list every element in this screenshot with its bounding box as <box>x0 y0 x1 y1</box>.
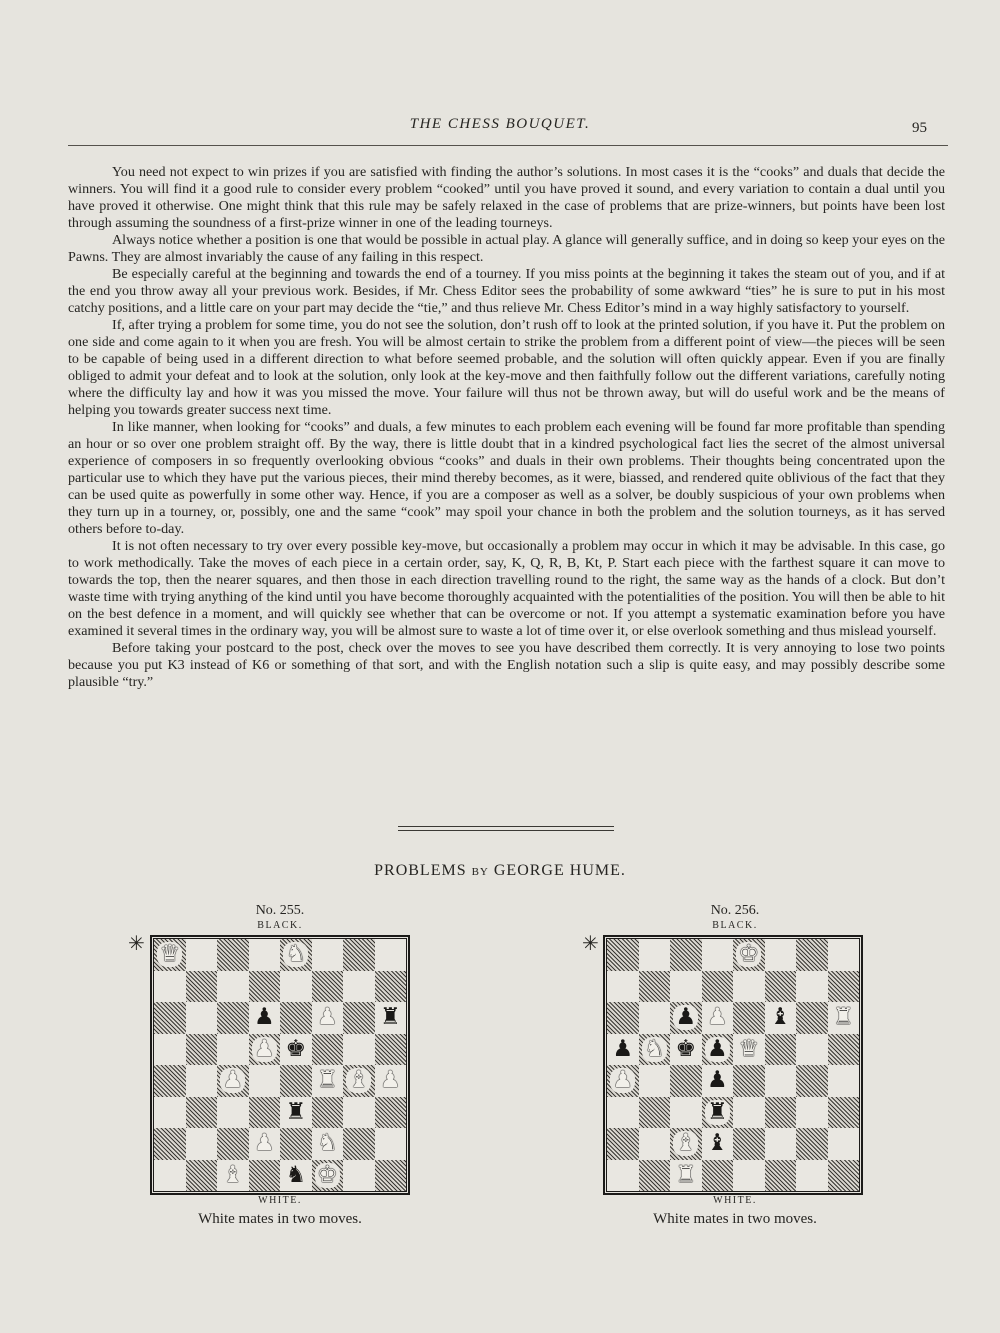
black-pawn-icon: ♟ <box>253 1004 275 1031</box>
problem-number: No. 255. <box>255 903 305 918</box>
board-square <box>249 1065 281 1097</box>
board-square <box>249 1034 281 1066</box>
board-square <box>670 1128 702 1160</box>
board-square <box>375 1097 407 1129</box>
board-square <box>280 1160 312 1192</box>
board-square <box>280 1002 312 1034</box>
black-king-icon: ♚ <box>675 1035 697 1062</box>
paragraph: Before taking your postcard to the post, check over the moves to see you have described them correctly. It is very annoying to lose two points because you put K3 instead of K6 or something of that sort, and with the English notation such a slip is quite easy, and may possibly describe some plausible “try.” <box>68 640 945 690</box>
board-square <box>733 1002 765 1034</box>
black-label: BLACK. <box>257 920 303 931</box>
white-label: WHITE. <box>258 1195 302 1206</box>
board-square <box>343 939 375 971</box>
problems-heading-by: BY <box>471 866 489 878</box>
board-square <box>312 1128 344 1160</box>
problems-heading-pre: PROBLEMS <box>374 862 467 879</box>
board-square <box>670 1160 702 1192</box>
board-square <box>280 1065 312 1097</box>
board-square <box>607 1065 639 1097</box>
board-square <box>828 939 860 971</box>
board-square <box>828 1065 860 1097</box>
board-square <box>343 1065 375 1097</box>
board-square <box>280 1128 312 1160</box>
white-queen-icon: ♛ <box>738 1035 760 1062</box>
board-square <box>828 1034 860 1066</box>
board-square <box>375 1002 407 1034</box>
board-square <box>765 1160 797 1192</box>
white-pawn-icon: ♟ <box>706 1004 728 1031</box>
section-divider <box>398 826 614 831</box>
problem-caption: White mates in two moves. <box>653 1211 817 1227</box>
board-square <box>375 1128 407 1160</box>
board-square <box>607 1002 639 1034</box>
board-square <box>639 1160 671 1192</box>
black-pawn-icon: ♟ <box>706 1035 728 1062</box>
board-square <box>796 1002 828 1034</box>
board-square <box>639 939 671 971</box>
board-square <box>186 1065 218 1097</box>
black-rook-icon: ♜ <box>285 1098 307 1125</box>
board-square <box>154 939 186 971</box>
board-square <box>154 971 186 1003</box>
board-square <box>154 1034 186 1066</box>
white-pawn-icon: ♟ <box>379 1067 401 1094</box>
board-square <box>607 939 639 971</box>
board-square <box>186 939 218 971</box>
white-pawn-icon: ♟ <box>612 1067 634 1094</box>
board-square <box>343 1160 375 1192</box>
board-square <box>765 1034 797 1066</box>
board-square <box>607 1034 639 1066</box>
board-square <box>607 1160 639 1192</box>
board-square <box>733 971 765 1003</box>
white-pawn-icon: ♟ <box>253 1035 275 1062</box>
board-square <box>312 1002 344 1034</box>
board-square <box>186 1097 218 1129</box>
board-square <box>375 1065 407 1097</box>
black-knight-icon: ♞ <box>285 1161 307 1188</box>
white-rook-icon: ♜ <box>316 1067 338 1094</box>
board-square <box>607 971 639 1003</box>
chess-board-frame <box>603 935 863 1195</box>
white-king-icon: ♚ <box>738 941 760 968</box>
black-rook-icon: ♜ <box>706 1098 728 1125</box>
white-rook-icon: ♜ <box>832 1004 854 1031</box>
black-pawn-icon: ♟ <box>706 1067 728 1094</box>
board-square <box>312 1160 344 1192</box>
board-square <box>670 1097 702 1129</box>
chess-board <box>607 939 859 1191</box>
board-square <box>639 1128 671 1160</box>
board-square <box>765 939 797 971</box>
board-square <box>828 1128 860 1160</box>
board-square <box>343 971 375 1003</box>
board-square <box>796 971 828 1003</box>
board-square <box>702 1034 734 1066</box>
board-square <box>249 939 281 971</box>
board-square <box>702 1128 734 1160</box>
board-square <box>343 1034 375 1066</box>
board-square <box>217 1097 249 1129</box>
board-square <box>702 939 734 971</box>
black-pawn-icon: ♟ <box>612 1035 634 1062</box>
board-square <box>186 1160 218 1192</box>
board-square <box>312 1097 344 1129</box>
problems-heading-name: GEORGE HUME. <box>493 862 626 879</box>
black-bishop-icon: ♝ <box>769 1004 791 1031</box>
board-square <box>280 1034 312 1066</box>
board-square <box>343 1097 375 1129</box>
board-square <box>670 1034 702 1066</box>
board-square <box>607 1097 639 1129</box>
board-square <box>765 971 797 1003</box>
article-body <box>68 164 945 691</box>
board-square <box>375 1160 407 1192</box>
board-square <box>154 1097 186 1129</box>
board-square <box>733 939 765 971</box>
board-square <box>828 971 860 1003</box>
board-square <box>702 1065 734 1097</box>
board-square <box>217 971 249 1003</box>
board-square <box>733 1097 765 1129</box>
board-square <box>607 1128 639 1160</box>
star-icon: ✳ <box>582 933 599 955</box>
board-square <box>796 1065 828 1097</box>
board-square <box>796 1097 828 1129</box>
board-square <box>702 1097 734 1129</box>
board-square <box>154 1128 186 1160</box>
board-square <box>375 971 407 1003</box>
board-square <box>796 1128 828 1160</box>
board-square <box>280 971 312 1003</box>
paragraph: If, after trying a problem for some time, you do not see the solution, don’t rush off to look at the printed solution, if you have it. Put the problem on one side and come again to it when you are fresh. You will be almost certain to strike the problem from a different point of view—the pieces will be seen to be capable of being used in a different direction to what before seemed probable, and the solution will often quickly appear. Even if you are finally obliged to admit your defeat and to look at the solution, only look at the key-move and then faithfully follow out the different variations, carefully noting where the difficulty lay and how it was you missed the move. Your failure will thus not be thrown away, but will do useful work and be the means of helping you towards greater success next time. <box>68 317 945 418</box>
board-square <box>186 971 218 1003</box>
board-square <box>733 1160 765 1192</box>
board-square <box>670 939 702 971</box>
board-square <box>670 1065 702 1097</box>
board-square <box>765 1065 797 1097</box>
white-knight-icon: ♞ <box>643 1035 665 1062</box>
board-square <box>249 1002 281 1034</box>
white-pawn-icon: ♟ <box>222 1067 244 1094</box>
board-square <box>828 1160 860 1192</box>
board-square <box>186 1034 218 1066</box>
board-square <box>312 939 344 971</box>
board-square <box>670 971 702 1003</box>
board-square <box>733 1065 765 1097</box>
board-square <box>343 1002 375 1034</box>
page-header-title: THE CHESS BOUQUET. <box>409 116 591 132</box>
star-icon: ✳ <box>128 933 145 955</box>
white-knight-icon: ♞ <box>285 941 307 968</box>
board-square <box>217 1160 249 1192</box>
board-square <box>733 1034 765 1066</box>
board-square <box>670 1002 702 1034</box>
problem-number: No. 256. <box>710 903 760 918</box>
board-square <box>796 1160 828 1192</box>
white-label: WHITE. <box>713 1195 757 1206</box>
board-square <box>217 1034 249 1066</box>
page-number: 95 <box>912 120 927 136</box>
board-square <box>639 1002 671 1034</box>
chess-board <box>154 939 406 1191</box>
board-square <box>154 1065 186 1097</box>
white-knight-icon: ♞ <box>316 1130 338 1157</box>
board-square <box>733 1128 765 1160</box>
board-square <box>639 971 671 1003</box>
black-pawn-icon: ♟ <box>675 1004 697 1031</box>
white-bishop-icon: ♝ <box>675 1130 697 1157</box>
problem-256 <box>570 902 900 1232</box>
board-square <box>702 1002 734 1034</box>
board-square <box>702 1160 734 1192</box>
board-square <box>186 1128 218 1160</box>
black-king-icon: ♚ <box>285 1035 307 1062</box>
black-label: BLACK. <box>712 920 758 931</box>
chess-board-frame <box>150 935 410 1195</box>
board-square <box>375 939 407 971</box>
board-square <box>796 1034 828 1066</box>
board-square <box>765 1002 797 1034</box>
board-square <box>249 971 281 1003</box>
paragraph: Be especially careful at the beginning and towards the end of a tourney. If you miss points at the beginning it takes the steam out of you, and if at the end you throw away all your previous work. Besides, if Mr. Chess Editor sees the probability of some awkward “ties” he is sure to put in his most catchy positions, and a little care on your part may decide the “tie,” and thus relieve Mr. Chess Editor’s mind in a way highly satisfactory to yourself. <box>68 266 945 316</box>
black-rook-icon: ♜ <box>379 1004 401 1031</box>
board-square <box>639 1097 671 1129</box>
board-square <box>828 1097 860 1129</box>
problem-caption: White mates in two moves. <box>198 1211 362 1227</box>
paragraph: It is not often necessary to try over every possible key-move, but occasionally a problem may occur in which it may be advisable. In this case, go to work methodically. Take the moves of each piece in a certain order, say, K, Q, R, B, Kt, P. Start each piece with the farthest square it can move to towards the top, then the nearer squares, and then those in each direction travelling round to the right, the same way as the hands of a clock. But don’t waste time with trying anything of the kind until you have become thoroughly acquainted with the potentialities of the position. You will then be able to hit on the best defence in a moment, and will quickly see whether that can be overcome or not. If you attempt a systematic examination before you have examined it several times in the ordinary way, you will be almost sure to waste a lot of time over it, or else overlook something and thus mislead yourself. <box>68 538 945 639</box>
board-square <box>217 939 249 971</box>
board-square <box>796 939 828 971</box>
board-square <box>343 1128 375 1160</box>
paragraph: You need not expect to win prizes if you are satisfied with finding the author’s solutions. In most cases it is the “cooks” and duals that decide the winners. You will find it a good rule to consider every problem “cooked” until you have proved it sound, and every variation to contain a dual until you have proved it otherwise. One might think that this rule may be safely relaxed in the case of problems that are prize-winners, but points have been lost through assuming the soundness of a first-prize winner in one of the leading tourneys. <box>68 164 945 231</box>
board-square <box>312 1034 344 1066</box>
board-square <box>312 971 344 1003</box>
black-bishop-icon: ♝ <box>706 1130 728 1157</box>
board-square <box>154 1160 186 1192</box>
board-square <box>765 1097 797 1129</box>
board-square <box>154 1002 186 1034</box>
white-pawn-icon: ♟ <box>316 1004 338 1031</box>
board-square <box>639 1034 671 1066</box>
board-square <box>217 1065 249 1097</box>
white-bishop-icon: ♝ <box>222 1161 244 1188</box>
board-square <box>217 1002 249 1034</box>
board-square <box>217 1128 249 1160</box>
problems-heading <box>0 862 1000 880</box>
board-square <box>280 1097 312 1129</box>
paragraph: In like manner, when looking for “cooks” and duals, a few minutes to each problem each evening will be found far more profitable than spending an hour or so over one problem straight off. By the way, there is little doubt that in a kindred psychological fact lies the secret of the almost universal experience of composers in so frequently overlooking obvious “cooks” and duals in their own problems. Their thoughts being concentrated upon the particular use to which they have put the various pieces, their mind thereby becomes, as it were, biassed, and rendered quite oblivious of the fact that they can be used quite as powerfully in some other way. Hence, if you are a composer as well as a solver, be doubly suspicious of your own problems when they turn up in a tourney, or, possibly, one and the same “cook” may spoil your chance in both the problem and the solution tourneys, as it has served others before to-day. <box>68 419 945 537</box>
board-square <box>249 1160 281 1192</box>
board-square <box>375 1034 407 1066</box>
board-square <box>639 1065 671 1097</box>
board-square <box>828 1002 860 1034</box>
header-rule <box>68 145 948 146</box>
white-bishop-icon: ♝ <box>348 1067 370 1094</box>
board-square <box>765 1128 797 1160</box>
white-queen-icon: ♛ <box>159 941 181 968</box>
problem-255 <box>115 902 445 1232</box>
white-king-icon: ♚ <box>316 1161 338 1188</box>
board-square <box>280 939 312 971</box>
board-square <box>702 971 734 1003</box>
board-square <box>249 1128 281 1160</box>
board-square <box>186 1002 218 1034</box>
white-pawn-icon: ♟ <box>253 1130 275 1157</box>
paragraph: Always notice whether a position is one that would be possible in actual play. A glance will generally suffice, and in doing so keep your eyes on the Pawns. They are almost invariably the cause of any failing in this respect. <box>68 232 945 265</box>
white-rook-icon: ♜ <box>675 1161 697 1188</box>
board-square <box>312 1065 344 1097</box>
board-square <box>249 1097 281 1129</box>
